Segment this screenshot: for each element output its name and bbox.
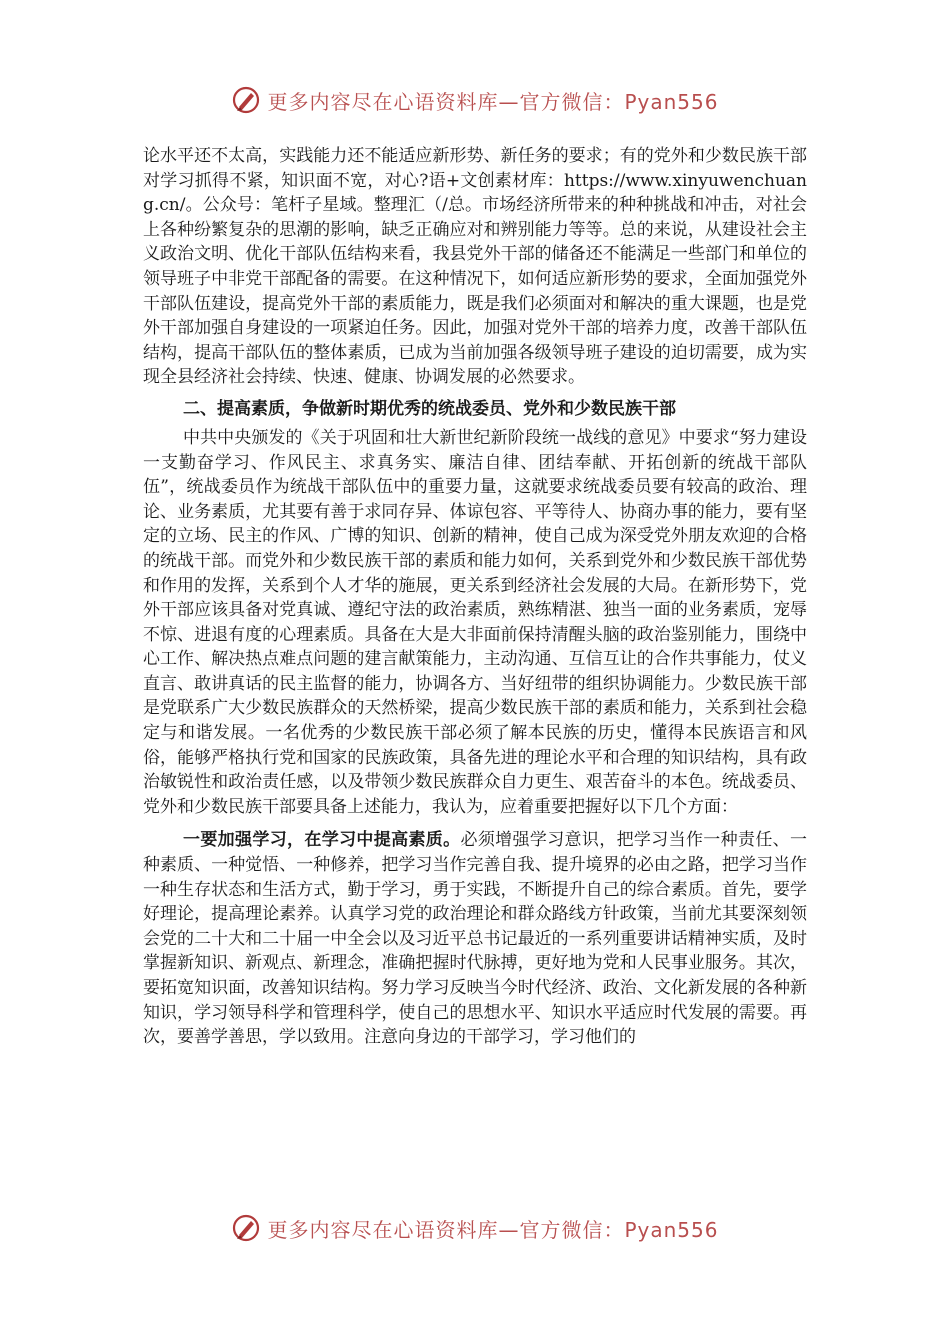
header-banner-text: 更多内容尽在心语资料库—官方微信：Pyan556 (267, 89, 719, 114)
header-watermark-banner (0, 78, 950, 122)
paragraph-intro-continuation: 论水平还不太高，实践能力还不能适应新形势、新任务的要求；有的党外和少数民族干部对学习抓得不紧，知识面不宽，对心?语+文创素材库：https://www.xinyuwenchuang.cn/。公众号：笔杆子星域。整理汇（/总。市场经济所带来的种种挑战和冲击，对社会上各种纷繁复杂的思潮的影响，缺乏正确应对和辨别能力等等。总的来说，从建设社会主义政治文明、优化干部队伍结构来看，我县党外干部的储备还不能满足一些部门和单位的领导班子中非党干部配备的需要。在这种情况下，如何适应新形势的要求，全面加强党外干部队伍建设，提高党外干部的素质能力，既是我们必须面对和解决的重大课题，也是党外干部加强自身建设的一项紧迫任务。因此，加强对党外干部的培养力度，改善干部队伍结构，提高干部队伍的整体素质，已成为当前加强各级领导班子建设的迫切需要，成为实现全县经济社会持续、快速、健康、协调发展的必然要求。 (143, 146, 807, 388)
paragraph-study (143, 828, 807, 1049)
pen-logo-icon (231, 1213, 261, 1243)
paragraph-requirements: 中共中央颁发的《关于巩固和壮大新世纪新阶段统一战线的意见》中要求“努力建设一支勤奋学习、作风民主、求真务实、廉洁自律、团结奉献、开拓创新的统战干部队伍”，统战委员作为统战干部队伍中的重要力量，这就要求统战委员要有较高的政治、理论、业务素质，尤其要有善于求同存异、体谅包容、平等待人、协商办事的能力，要有坚定的立场、民主的作风、广博的知识、创新的精神，使自己成为深受党外朋友欢迎的合格的统战干部。而党外和少数民族干部的素质和能力如何，关系到党外和少数民族干部优势和作用的发挥，关系到个人才华的施展，更关系到经济社会发展的大局。在新形势下，党外干部应该具备对党真诚、遵纪守法的政治素质，熟练精湛、独当一面的业务素质，宠辱不惊、进退有度的心理素质。具备在大是大非面前保持清醒头脑的政治鉴别能力，围绕中心工作、解决热点难点问题的建言献策能力，主动沟通、互信互让的合作共事能力，仗义直言、敢讲真话的民主监督的能力，协调各方、当好纽带的组织协调能力。少数民族干部是党联系广大少数民族群众的天然桥梁，提高少数民族干部的素质和能力，关系到社会稳定与和谐发展。一名优秀的少数民族干部必须了解本民族的历史，懂得本民族语言和风俗，能够严格执行党和国家的民族政策，具备先进的理论水平和合理的知识结构，具有政治敏锐性和政治责任感，以及带领少数民族群众自力更生、艰苦奋斗的本色。统战委员、党外和少数民族干部要具备上述能力，我认为，应着重要把握好以下几个方面： (143, 427, 807, 817)
paragraph-study-lead: 一要加强学习，在学习中提高素质。 (183, 830, 461, 851)
section-heading-2: 二、提高素质，争做新时期优秀的统战委员、党外和少数民族干部 (183, 398, 676, 419)
document-body (143, 144, 807, 1050)
footer-watermark-banner (0, 1206, 950, 1250)
footer-banner-text: 更多内容尽在心语资料库—官方微信：Pyan556 (267, 1217, 719, 1242)
pen-logo-icon (231, 85, 261, 115)
paragraph-study-text: 必须增强学习意识，把学习当作一种责任、一种素质、一种觉悟、一种修养，把学习当作完善自我、提升境界的必由之路，把学习当作一种生存状态和生活方式，勤于学习，勇于实践，不断提升自己的综合素质。首先，要学好理论，提高理论素养。认真学习党的政治理论和群众路线方针政策，当前尤其要深刻领会党的二十大和二十届一中全会以及习近平总书记最近的一系列重要讲话精神实质，及时掌握新知识、新观点、新理念，准确把握时代脉搏，更好地为党和人民事业服务。其次，要拓宽知识面，改善知识结构。努力学习反映当今时代经济、政治、文化新发展的各种新知识，学习领导科学和管理科学，使自己的思想水平、知识水平适应时代发展的需要。再次，要善学善思，学以致用。注意向身边的干部学习，学习他们的 (143, 830, 808, 1048)
